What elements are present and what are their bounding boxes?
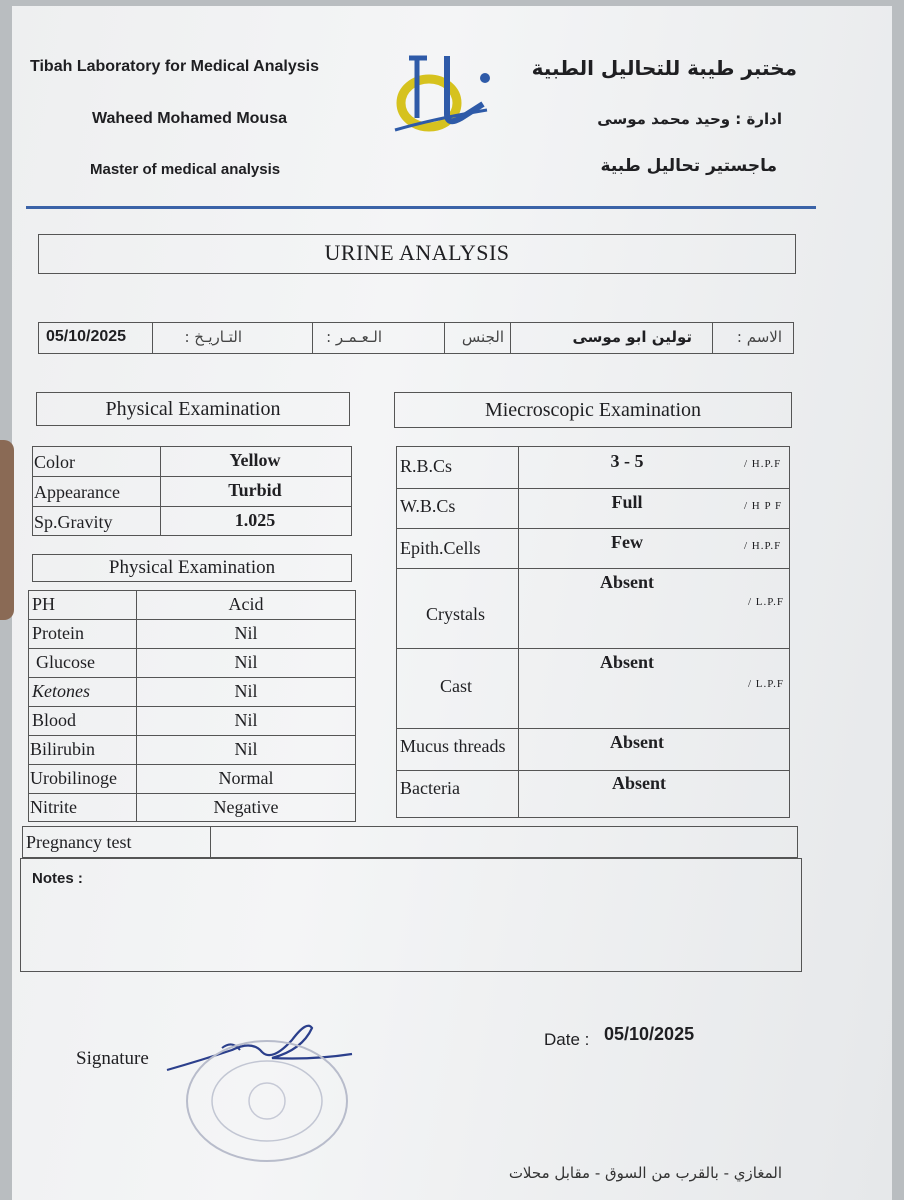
director-ar: ادارة : وحيد محمد موسى <box>597 110 782 128</box>
sex-label: الجنس <box>461 328 504 346</box>
microscopic-unit: / L.P.F <box>748 678 785 690</box>
lab-report-sheet <box>12 6 892 1200</box>
physical-exam-header <box>36 392 350 426</box>
physical-value: Turbid <box>228 480 282 500</box>
page-title: URINE ANALYSIS <box>324 240 510 265</box>
microscopic-value: Absent <box>611 773 666 793</box>
microscopic-exam-header <box>394 392 792 428</box>
age-label: الـعـمـر : <box>326 328 382 346</box>
microscopic-value: Full <box>611 492 643 512</box>
chemical-label: Nitrite <box>30 797 77 817</box>
microscopic-unit: / H P F <box>744 500 783 512</box>
date-label: التـاريـخ : <box>184 328 242 346</box>
footer-date-label: Date : <box>544 1030 590 1049</box>
pregnancy-row <box>22 826 798 858</box>
chemical-value: Nil <box>234 652 258 672</box>
chemical-exam-header <box>32 554 352 582</box>
degree-ar: ماجستير تحاليل طبية <box>600 156 777 176</box>
physical-value: 1.025 <box>234 510 276 530</box>
signature-label: Signature <box>76 1048 149 1069</box>
microscopic-label: Crystals <box>426 604 486 624</box>
microscopic-label: W.B.Cs <box>400 496 456 516</box>
finger-shadow <box>0 440 14 620</box>
pregnancy-label: Pregnancy test <box>26 832 132 852</box>
notes-box <box>20 858 802 972</box>
lab-name-ar: مختبر طيبة للتحاليل الطبية <box>531 56 797 80</box>
microscopic-unit: / L.P.F <box>748 596 785 608</box>
header-rule <box>26 206 816 209</box>
physical-value: Yellow <box>229 450 281 470</box>
chemical-label: Ketones <box>32 681 90 701</box>
microscopic-value: 3 - 5 <box>610 451 644 471</box>
chemical-label: Protein <box>32 623 84 643</box>
chemical-label: Urobilinoge <box>30 768 117 788</box>
footer-date-value: 05/10/2025 <box>604 1024 695 1044</box>
microscopic-value: Absent <box>599 572 654 592</box>
degree-en: Master of medical analysis <box>90 161 281 178</box>
chemical-label: PH <box>32 594 56 614</box>
patient-name: تولين ابو موسى <box>572 328 692 346</box>
chemical-label: Glucose <box>36 652 95 672</box>
lab-name-en: Tibah Laboratory for Medical Analysis <box>30 58 319 75</box>
chemical-label: Bilirubin <box>30 739 96 759</box>
chemical-value: Normal <box>218 768 274 788</box>
chemical-value: Nil <box>234 710 258 730</box>
microscopic-label: R.B.Cs <box>400 456 453 476</box>
physical-exam-title: Physical Examination <box>105 398 281 420</box>
lab-stamp-icon <box>182 1036 352 1166</box>
name-label: الاسم : <box>736 328 782 346</box>
report-date: 05/10/2025 <box>46 328 127 345</box>
chemical-value: Negative <box>213 797 279 817</box>
chemical-value: Acid <box>228 594 264 614</box>
microscopic-value: Absent <box>599 652 654 672</box>
physical-label: Sp.Gravity <box>34 512 113 532</box>
microscopic-unit: / H.P.F <box>744 458 782 470</box>
microscopic-value: Absent <box>609 732 664 752</box>
microscopic-value: Few <box>611 532 643 552</box>
chemical-value: Nil <box>234 739 258 759</box>
chemical-value: Nil <box>234 623 258 643</box>
lab-logo-icon <box>387 48 497 138</box>
microscopic-unit: / H.P.F <box>744 540 782 552</box>
chemical-label: Blood <box>32 710 77 730</box>
chemical-value: Nil <box>234 681 258 701</box>
chemical-exam-title: Physical Examination <box>108 557 276 578</box>
address-ar: المغازي - بالقرب من السوق - مقابل محلات <box>508 1164 782 1182</box>
microscopic-label: Cast <box>440 676 473 696</box>
microscopic-label: Bacteria <box>400 778 460 798</box>
director-en: Waheed Mohamed Mousa <box>92 110 287 127</box>
microscopic-exam-title: Miecroscopic Examination <box>484 399 702 421</box>
physical-label: Color <box>34 452 76 472</box>
microscopic-label: Epith.Cells <box>400 538 481 558</box>
title-box <box>38 234 796 274</box>
microscopic-label: Mucus threads <box>400 736 506 756</box>
physical-label: Appearance <box>34 482 120 502</box>
notes-label: Notes : <box>32 870 83 887</box>
